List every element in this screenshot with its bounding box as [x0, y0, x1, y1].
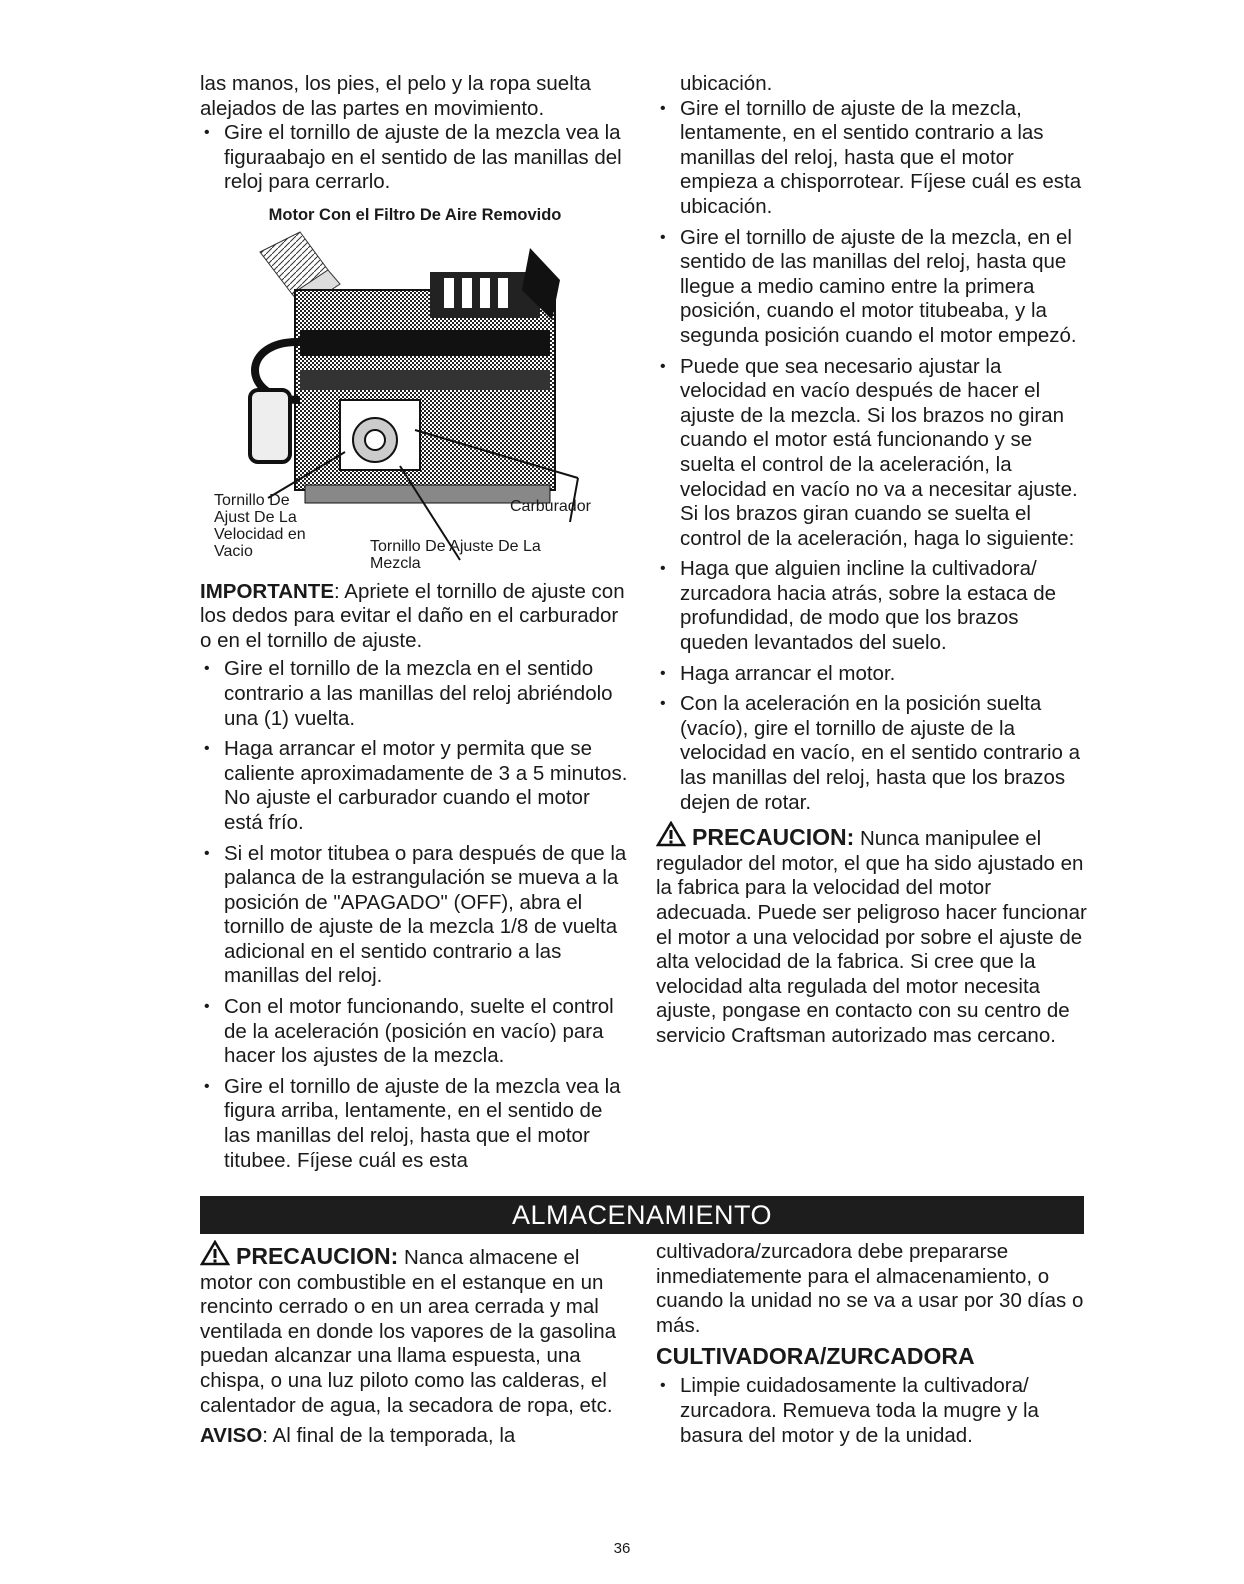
- important-text: : Apriete el tornillo de ajuste con los dedos para evitar el daño en el carburador o en el tornillo de ajuste.: [200, 579, 625, 652]
- storage-continued-text: cultivadora/zurcadora debe prepararse inmediatemente para el almacenamiento, o cuando la unidad no se va a usar por 30 días o más.: [656, 1240, 1084, 1337]
- bullet-list-top: [200, 121, 630, 195]
- continued-text: ubicación.: [680, 72, 773, 95]
- list-item: • Limpie cuidadosamente la cultivadora/ zurcadora. Remueva toda la mugre y la basura del motor y de la unidad.: [656, 1374, 1088, 1448]
- list-item: • Gire el tornillo de ajuste de la mezcla, en el sentido de las manillas del reloj, hasta que llegue a medio camino entre la primera posición, cuando el motor titubeaba, y la segunda posición cuando el motor empezó.: [656, 226, 1088, 349]
- important-note: [200, 580, 630, 654]
- storage-right-column: [656, 1240, 1088, 1454]
- list-item: • Si el motor titubea o para después de que la palanca de la estrangulación se mueva a la posición de "APAGADO" (OFF), abra el tornillo de ajuste de la mezcla 1/8 de vuelta adicional en el sentido contrario a las manillas del reloj.: [200, 842, 630, 990]
- label-mixture-screw: Tornillo De Ajuste De La Mezcla: [370, 537, 541, 572]
- list-item: • Haga arrancar el motor.: [656, 662, 1088, 687]
- warning-triangle-icon: [656, 821, 686, 847]
- caution-text: Nanca almacene el motor con combustible en el estanque en un rencinto cerrado o en un area cerrada y mal ventilada en donde los vapores de la gasolina puedan alcanzar una llama espuesta, una chispa, o una luz piloto como las calderas, el calentador de agua, la secadora de ropa, etc.: [200, 1246, 616, 1417]
- caution-label: PRECAUCION:: [236, 1243, 399, 1269]
- aviso-label: AVISO: [200, 1424, 263, 1448]
- list-item: • Gire el tornillo de ajuste de la mezcla vea la figura arriba, lentamente, en el sentido de las manillas del reloj, hasta que el motor titubee. Fíjese cuál es esta: [200, 1075, 630, 1173]
- subheading-tiller: CULTIVADORA/ZURCADORA: [656, 1343, 975, 1370]
- caution-label: PRECAUCION:: [692, 824, 855, 851]
- engine-figure: [200, 230, 620, 580]
- aviso-text: : Al final de la temporada, la: [262, 1424, 516, 1448]
- warning-triangle-icon: [200, 1240, 230, 1266]
- list-item: • Con la aceleración en la posición suelta (vacío), gire el tornillo de ajuste de la velocidad en vacío, en el sentido contrario a las manillas del reloj, hasta que los brazos dejen de rotar.: [656, 692, 1088, 815]
- figure-title: Motor Con el Filtro De Aire Removido: [268, 205, 562, 224]
- important-label: IMPORTANTE: [200, 579, 335, 603]
- list-item: • Puede que sea necesario ajustar la velocidad en vacío después de hacer el ajuste de la mezcla. Si los brazos no giran cuando el motor está funcionando y se suelta el control de la aceleración, la velocidad en vacío no va a necesitar ajuste. Si los brazos giran cuando se suelta el control de la aceleración, haga lo siguiente:: [656, 355, 1088, 552]
- aviso-note: [200, 1424, 630, 1449]
- list-item: • Gire el tornillo de la mezcla en el sentido contrario a las manillas del reloj abriéndolo una (1) vuelta.: [200, 657, 630, 731]
- caution-text: Nunca manipulee el regulador del motor, el que ha sido ajustado en la fabrica para la velocidad del motor adecuada. Puede ser peligroso hacer funcionar el motor a una velocidad por sobre el ajuste de alta velocidad de la fabrica. Si cree que la velocidad alta regulada del motor necesita ajuste, pongase en contacto con su centro de servicio Craftsman autorizado mas cercano.: [656, 827, 1087, 1047]
- caution-storage: [200, 1240, 630, 1418]
- page-number: 36: [613, 1540, 631, 1557]
- left-column: [200, 72, 630, 1179]
- list-item: • Gire el tornillo de ajuste de la mezcla vea la figuraabajo en el sentido de las manillas del reloj para cerrarlo.: [200, 121, 630, 195]
- bullet-list-left: [200, 657, 630, 1173]
- bullet-list-right: [656, 97, 1088, 816]
- caution-regulator: [656, 821, 1088, 1048]
- section-heading-storage: ALMACENAMIENTO: [200, 1196, 1084, 1234]
- intro-text: las manos, los pies, el pelo y la ropa suelta alejados de las partes en movimiento.: [200, 72, 591, 120]
- storage-left-column: [200, 1240, 630, 1449]
- list-item: • Haga arrancar el motor y permita que se caliente aproximadamente de 3 a 5 minutos. No ajuste el carburador cuando el motor está frío.: [200, 737, 630, 835]
- list-item: • Gire el tornillo de ajuste de la mezcla, lentamente, en el sentido contrario a las manillas del reloj, hasta que el motor empieza a chisporrotear. Fíjese cuál es esta ubicación.: [656, 97, 1088, 220]
- list-item: • Haga que alguien incline la cultivadora/ zurcadora hacia atrás, sobre la estaca de profundidad, de modo que los brazos queden levantados del suelo.: [656, 557, 1088, 655]
- label-carburetor: Carburador: [510, 497, 591, 515]
- right-column: [656, 72, 1088, 1049]
- bullet-list-storage: [656, 1374, 1088, 1448]
- list-item: • Con el motor funcionando, suelte el control de la aceleración (posición en vacío) para hacer los ajustes de la mezcla.: [200, 995, 630, 1069]
- label-idle-screw: Tornillo De Ajust De La Velocidad en Vacio: [214, 491, 306, 560]
